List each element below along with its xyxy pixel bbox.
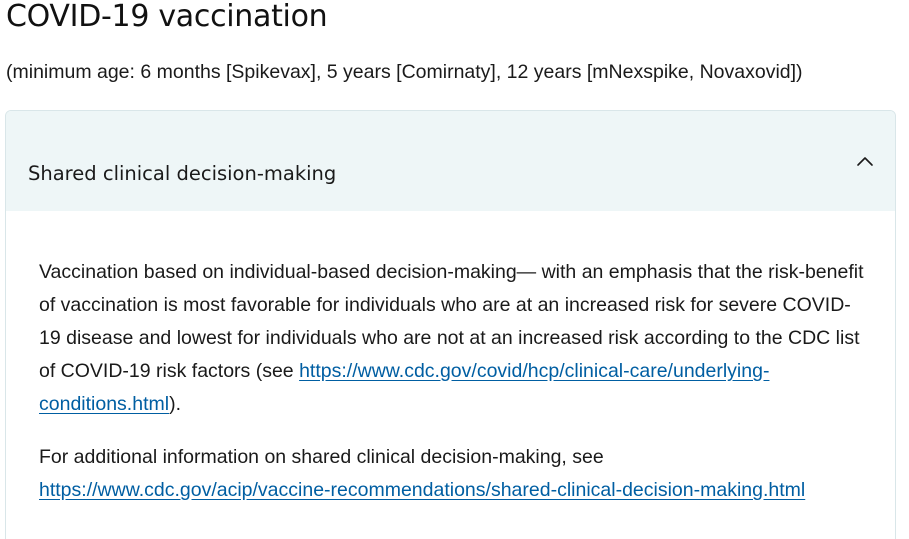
additional-info-text: For additional information on shared clinical decision-making, see xyxy=(39,446,604,468)
accordion-title: Shared clinical decision-making xyxy=(28,162,337,185)
shared-clinical-decision-link[interactable]: https://www.cdc.gov/acip/vaccine-recommendations/shared-clinical-decision-making.html xyxy=(39,479,806,501)
underlying-conditions-link[interactable]: https://www.cdc.gov/covid/hcp/clinical-care/underlying-conditions.html xyxy=(39,360,770,415)
risk-benefit-suffix: ). xyxy=(169,393,181,415)
shared-clinical-decision-accordion xyxy=(5,110,896,539)
accordion-header[interactable] xyxy=(6,111,895,211)
risk-benefit-paragraph xyxy=(39,256,869,421)
additional-info-paragraph xyxy=(39,441,869,507)
minimum-age-subtitle: (minimum age: 6 months [Spikevax], 5 years [Comirnaty], 12 years [mNexspike, Novaxovid]) xyxy=(6,61,803,83)
accordion-body xyxy=(39,256,869,507)
page-title: COVID-19 vaccination xyxy=(6,0,328,34)
chevron-up-icon[interactable] xyxy=(855,151,875,171)
risk-benefit-text: Vaccination based on individual-based decision-making— with an emphasis that the risk-benefit of vaccination is most favorable for individuals who are at an increased risk for severe COVID-19 disease and lowest for individuals who are not at an increased risk according to the CDC list of COVID-19 risk factors (see xyxy=(39,261,864,382)
